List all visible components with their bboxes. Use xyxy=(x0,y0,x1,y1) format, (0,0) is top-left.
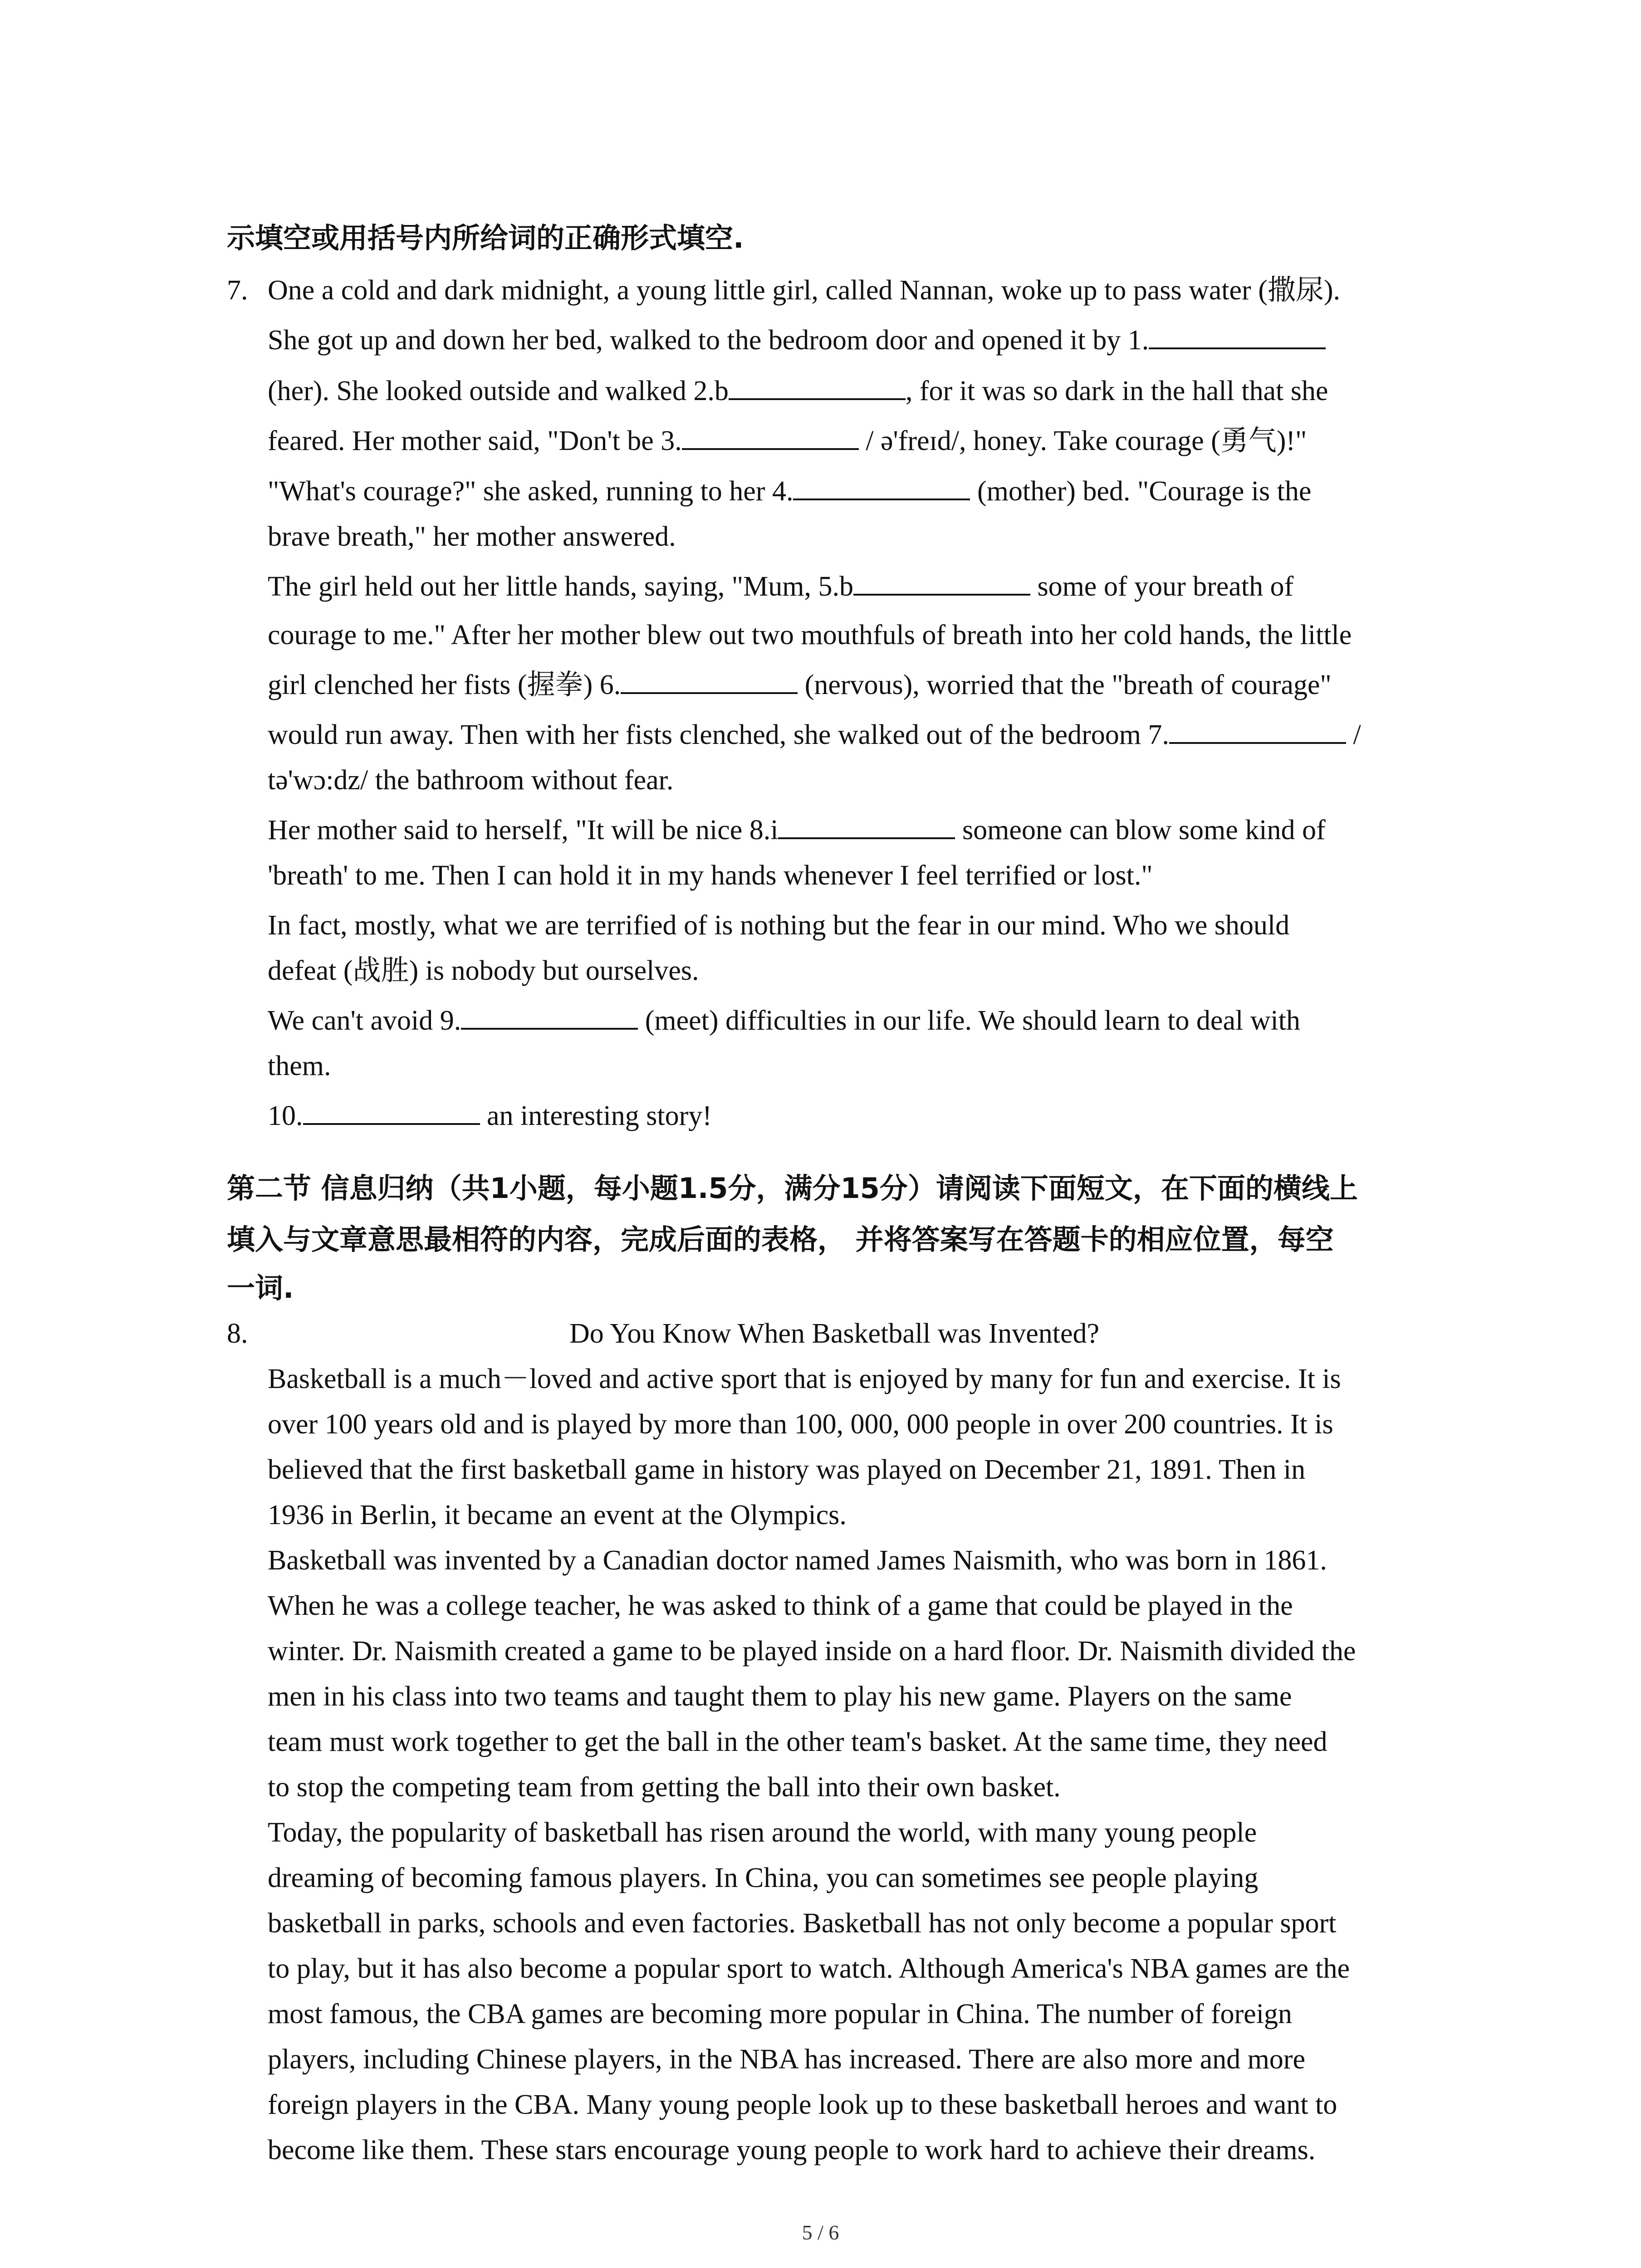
passage-title: Do You Know When Basketball was Invented? xyxy=(569,1318,1100,1349)
passage-line: become like them. These stars encourage young people to work hard to achieve their dreams. xyxy=(268,2135,1316,2165)
q7-text: some of your breath of xyxy=(1037,571,1294,602)
q7-line: One a cold and dark midnight, a young little girl, called Nannan, woke up to pass water (撒尿). xyxy=(268,275,1340,306)
q7-line xyxy=(268,662,1332,708)
q7-text: feared. Her mother said, "Don't be 3. xyxy=(268,425,682,456)
answer-blank-10[interactable] xyxy=(303,1100,480,1125)
passage-line: When he was a college teacher, he was asked to think of a game that could be played in the xyxy=(268,1590,1293,1621)
answer-blank-4[interactable] xyxy=(793,476,970,500)
passage-line: basketball in parks, schools and even factories. Basketball has not only become a popular sport xyxy=(268,1908,1337,1939)
passage-line: believed that the first basketball game in history was played on December 21, 1891. Then in xyxy=(268,1454,1306,1485)
passage-line: to stop the competing team from getting the ball into their own basket. xyxy=(268,1772,1061,1803)
q7-text: 10. xyxy=(268,1100,303,1131)
q7-text: (meet) difficulties in our life. We should learn to deal with xyxy=(645,1005,1300,1036)
section-2-heading: 第二节 信息归纳（共1小题，每小题1.5分，满分15分）请阅读下面短文，在下面的横线上 xyxy=(227,1172,1358,1205)
q7-line xyxy=(268,368,1328,414)
q7-text: , for it was so dark in the hall that she xyxy=(905,376,1328,406)
q7-line xyxy=(268,318,1326,363)
q7-text: someone can blow some kind of xyxy=(962,815,1326,846)
q7-text: Her mother said to herself, "It will be nice 8.i xyxy=(268,815,779,846)
q7-text: She got up and down her bed, walked to the bedroom door and opened it by 1. xyxy=(268,325,1149,356)
q7-text: (her). She looked outside and walked 2.b xyxy=(268,376,729,406)
answer-blank-1[interactable] xyxy=(1149,325,1326,349)
answer-blank-7[interactable] xyxy=(1169,719,1346,744)
q7-line xyxy=(268,998,1300,1043)
q7-text: an interesting story! xyxy=(487,1100,712,1131)
q7-text: (mother) bed. "Courage is the xyxy=(977,476,1312,507)
answer-blank-6[interactable] xyxy=(621,670,798,694)
question-7-number: 7. xyxy=(227,275,248,306)
answer-blank-2[interactable] xyxy=(729,376,906,400)
answer-blank-3[interactable] xyxy=(682,425,859,450)
answer-blank-5[interactable] xyxy=(853,571,1030,596)
passage-line: players, including Chinese players, in the NBA has increased. There are also more and more xyxy=(268,2044,1305,2075)
q7-line: courage to me." After her mother blew out two mouthfuls of breath into her cold hands, the little xyxy=(268,620,1352,650)
q7-text: "What's courage?" she asked, running to her 4. xyxy=(268,476,794,507)
passage-line: Today, the popularity of basketball has risen around the world, with many young people xyxy=(268,1817,1257,1848)
question-8-number: 8. xyxy=(227,1318,248,1349)
section-2-heading: 一词. xyxy=(227,1271,294,1305)
passage-line: winter. Dr. Naismith created a game to be played inside on a hard floor. Dr. Naismith divided the xyxy=(268,1636,1356,1667)
answer-blank-9[interactable] xyxy=(461,1005,638,1030)
q7-line: In fact, mostly, what we are terrified of is nothing but the fear in our mind. Who we should xyxy=(268,910,1290,941)
section-2-heading: 填入与文章意思最相符的内容，完成后面的表格， 并将答案写在答题卡的相应位置，每空 xyxy=(227,1223,1334,1256)
q7-text: / ə'freɪd/, honey. Take courage (勇气)!" xyxy=(866,425,1307,456)
passage-line: to play, but it has also become a popular sport to watch. Although America's NBA games are the xyxy=(268,1953,1350,1984)
passage-line: 1936 in Berlin, it became an event at the Olympics. xyxy=(268,1500,847,1530)
passage-line: men in his class into two teams and taught them to play his new game. Players on the same xyxy=(268,1681,1292,1712)
q7-line xyxy=(268,469,1311,514)
q7-text: The girl held out her little hands, saying, "Mum, 5.b xyxy=(268,571,853,602)
q7-text: (nervous), worried that the "breath of courage" xyxy=(804,670,1332,700)
answer-blank-8[interactable] xyxy=(778,815,955,839)
q7-line: tə'wɔ:dz/ the bathroom without fear. xyxy=(268,765,674,796)
passage-line: Basketball is a much－loved and active sport that is enjoyed by many for fun and exercise. It is xyxy=(268,1364,1341,1394)
passage-line: foreign players in the CBA. Many young people look up to these basketball heroes and want to xyxy=(268,2089,1337,2120)
q7-line xyxy=(268,1093,712,1139)
q7-text: girl clenched her fists (握拳) 6. xyxy=(268,670,621,700)
passage-line: Basketball was invented by a Canadian doctor named James Naismith, who was born in 1861. xyxy=(268,1545,1327,1576)
passage-line: team must work together to get the ball in the other team's basket. At the same time, they need xyxy=(268,1726,1327,1757)
q7-line: them. xyxy=(268,1051,331,1081)
passage-line: dreaming of becoming famous players. In China, you can sometimes see people playing xyxy=(268,1862,1259,1893)
passage-line: over 100 years old and is played by more than 100, 000, 000 people in over 200 countries. It is xyxy=(268,1409,1333,1440)
passage-line: most famous, the CBA games are becoming more popular in China. The number of foreign xyxy=(268,1999,1292,2029)
q7-line: 'breath' to me. Then I can hold it in my hands whenever I feel terrified or lost." xyxy=(268,860,1153,891)
q7-line xyxy=(268,807,1326,853)
q7-line xyxy=(268,418,1307,464)
q7-text: / xyxy=(1353,719,1361,750)
q7-text: would run away. Then with her fists clenched, she walked out of the bedroom 7. xyxy=(268,719,1169,750)
page-number: 5 / 6 xyxy=(802,2221,839,2244)
q7-line xyxy=(268,712,1361,758)
q7-line xyxy=(268,564,1293,609)
q7-line: defeat (战胜) is nobody but ourselves. xyxy=(268,955,699,986)
q7-line: brave breath," her mother answered. xyxy=(268,521,676,552)
instruction-top: 示填空或用括号内所给词的正确形式填空. xyxy=(227,221,744,254)
q7-text: We can't avoid 9. xyxy=(268,1005,461,1036)
